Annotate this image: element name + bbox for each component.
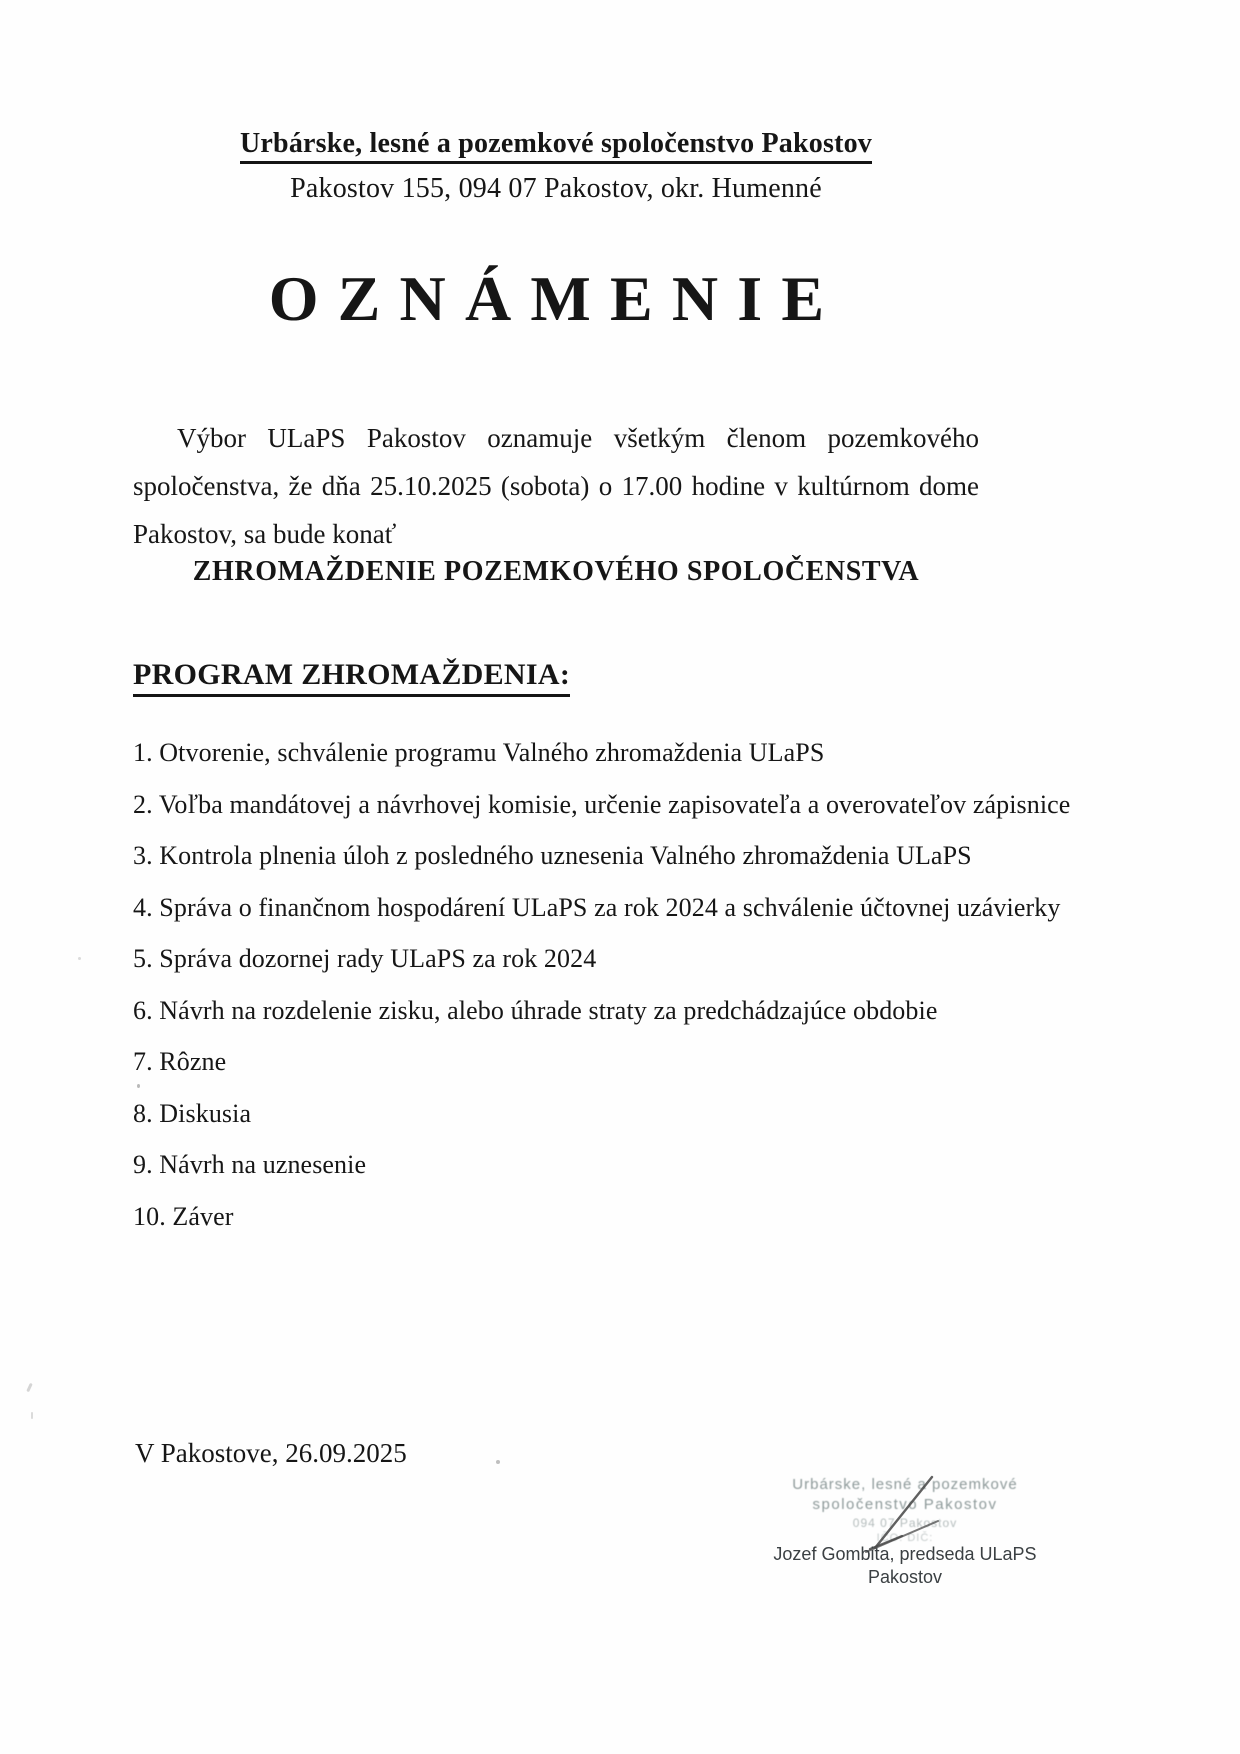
intro-line: Pakostov, sa bude konať (133, 519, 397, 549)
organization-address: Pakostov 155, 094 07 Pakostov, okr. Humenné (290, 173, 822, 204)
agenda-item: 5. Správa dozornej rady ULaPS za rok 2024 (133, 944, 597, 973)
signer-name: Jozef Gombita, predseda ULaPS (773, 1544, 1037, 1564)
agenda-list (133, 737, 1133, 1252)
signer-location: Pakostov (867, 1567, 943, 1587)
organization-name: Urbárske, lesné a pozemkové spoločenstvo Pakostov (240, 128, 872, 164)
scan-speck (26, 1383, 33, 1392)
stamp-line: 094 07 Pakostov (852, 1516, 958, 1530)
intro-line: Výbor ULaPS Pakostov oznamuje všetkým členom pozemkového (177, 423, 979, 453)
agenda-item: 2. Voľba mandátovej a návrhovej komisie, určenie zapisovateľa a overovateľov zápisnice (133, 789, 1071, 819)
agenda-item: 4. Správa o finančnom hospodárení ULaPS za rok 2024 a schválenie účtovnej uzávierky (133, 892, 1061, 922)
scan-speck (496, 1460, 500, 1464)
agenda-item: 1. Otvorenie, schválenie programu Valného zhromaždenia ULaPS (133, 738, 825, 767)
document-header (133, 128, 979, 205)
scan-speck (137, 1084, 140, 1088)
agenda-item: 3. Kontrola plnenia úloh z posledného uznesenia Valného zhromaždenia ULaPS (133, 841, 972, 870)
intro-paragraph (133, 421, 979, 565)
agenda-item: 8. Diskusia (133, 1098, 252, 1128)
agenda-item: 10. Záver (133, 1201, 234, 1231)
scan-speck (78, 957, 81, 960)
agenda-item: 6. Návrh na rozdelenie zisku, alebo úhrade straty za predchádzajúce obdobie (133, 995, 938, 1025)
stamp-line: Urbárske, lesné a pozemkové (792, 1476, 1018, 1493)
agenda-item: 7. Rôzne (133, 1047, 227, 1076)
scan-speck (31, 1412, 33, 1419)
date-place-line: V Pakostove, 26.09.2025 (135, 1438, 407, 1468)
stamp-line: IČO: DIČ: (876, 1532, 934, 1544)
event-title: ZHROMAŽDENIE POZEMKOVÉHO SPOLOČENSTVA (192, 556, 920, 587)
agenda-item: 9. Návrh na uznesenie (133, 1150, 367, 1179)
stamp-line: spoločenstvo Pakostov (812, 1496, 998, 1513)
agenda-heading-text: PROGRAM ZHROMAŽDENIA: (133, 658, 570, 697)
agenda-heading (133, 658, 570, 697)
signer-block (725, 1543, 1085, 1589)
document-title: OZNÁMENIE (268, 263, 844, 334)
intro-line: spoločenstva, že dňa 25.10.2025 (sobota) o 17.00 hodine v kultúrnom dome (133, 471, 979, 501)
